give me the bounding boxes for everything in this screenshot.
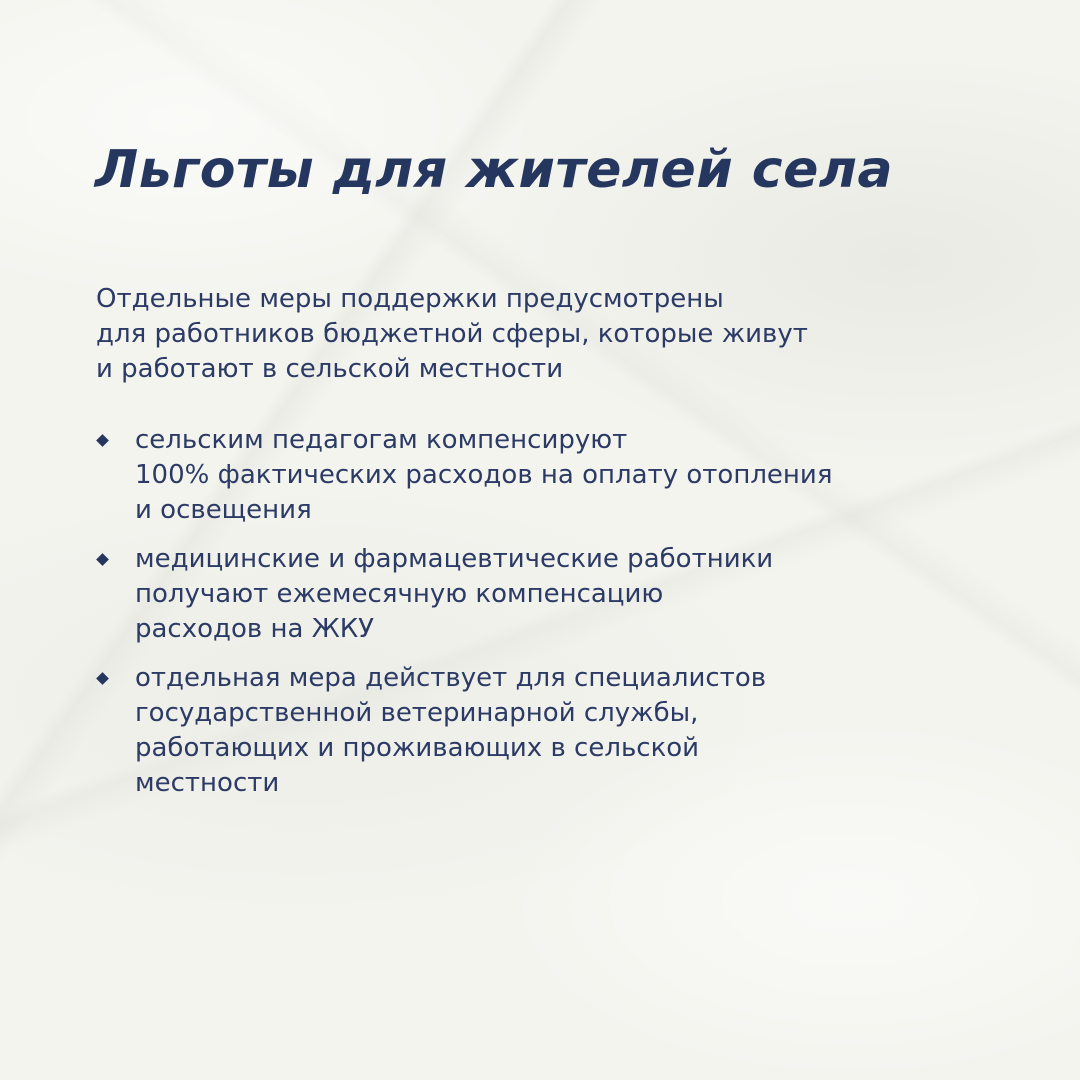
list-item-line: сельским педагогам компенсируют [135, 425, 628, 455]
diamond-bullet-icon [96, 672, 109, 685]
intro-paragraph [96, 282, 976, 387]
list-item-teachers [96, 423, 996, 528]
list-item-veterinary [96, 661, 996, 801]
intro-line: и работают в сельской местности [96, 354, 564, 384]
list-item-line: 100% фактических расходов на оплату отопления [135, 460, 833, 490]
page-title: Льготы для жителей села [95, 140, 894, 200]
intro-line: для работников бюджетной сферы, которые живут [96, 319, 808, 349]
diamond-bullet-icon [96, 553, 109, 566]
list-item-line: и освещения [135, 495, 312, 525]
intro-line: Отдельные меры поддержки предусмотрены [96, 284, 724, 314]
list-item-line: получают ежемесячную компенсацию [135, 579, 664, 609]
list-item-line: местности [135, 768, 280, 798]
list-item-medical [96, 542, 996, 647]
list-item-line: отдельная мера действует для специалистов [135, 663, 767, 693]
list-item-line: работающих и проживающих в сельской [135, 733, 700, 763]
benefits-list [96, 423, 996, 815]
list-item-line: государственной ветеринарной службы, [135, 698, 699, 728]
list-item-line: расходов на ЖКУ [135, 614, 375, 644]
diamond-bullet-icon [96, 434, 109, 447]
list-item-line: медицинские и фармацевтические работники [135, 544, 774, 574]
